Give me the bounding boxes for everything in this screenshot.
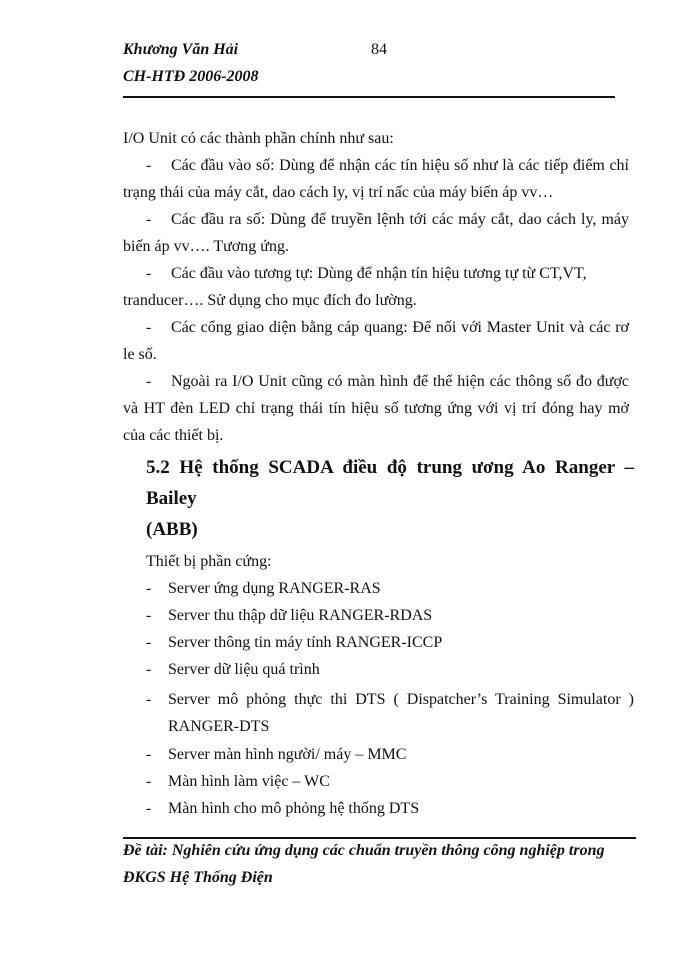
hardware-item-text: Màn hình cho mô phỏng hệ thống DTS: [168, 800, 420, 817]
intro-item-line: Các cổng giao diện bằng cáp quang: Để nối với Master Unit và các rơ: [171, 319, 629, 336]
intro-item-line: le số.: [123, 346, 157, 363]
footer-topic-line1: Đề tài: Nghiên cứu ứng dụng các chuẩn truyền thông công nghiệp trong: [123, 842, 605, 859]
header-rule: [123, 96, 615, 98]
footer-rule: [123, 837, 636, 839]
hardware-item-text: Server mô phỏng thực thi DTS ( Dispatcher’s Training Simulator ): [168, 691, 634, 708]
hardware-item-text: Server thu thập dữ liệu RANGER-RDAS: [168, 607, 433, 624]
intro-item-line: Các đầu ra số: Dùng để truyền lệnh tới các máy cắt, dao cách ly, máy: [171, 211, 629, 228]
intro-item-line: Ngoài ra I/O Unit cũng có màn hình để thể hiện các thông số đo được: [171, 373, 629, 390]
intro-lead: I/O Unit có các thành phần chính như sau:: [123, 130, 394, 147]
hardware-item-text: Server màn hình người/ máy – MMC: [168, 746, 407, 763]
bullet-dash: -: [146, 773, 152, 790]
bullet-dash: -: [146, 661, 152, 678]
bullet-dash: -: [146, 211, 152, 228]
bullet-dash: -: [146, 634, 152, 651]
intro-item-line: của các thiết bị.: [123, 427, 224, 444]
section-heading-line2: Bailey: [146, 488, 197, 509]
bullet-dash: -: [146, 580, 152, 597]
bullet-dash: -: [146, 746, 152, 763]
intro-item-line: trạng thái của máy cắt, dao cách ly, vị trí nấc của máy biến áp vv…: [123, 184, 554, 201]
bullet-dash: -: [146, 319, 152, 336]
bullet-dash: -: [146, 373, 152, 390]
page-number: 84: [371, 41, 387, 58]
bullet-dash: -: [146, 607, 152, 624]
bullet-dash: -: [146, 265, 152, 282]
hardware-lead: Thiết bị phần cứng:: [146, 553, 272, 570]
intro-item-line: tranducer…. Sử dụng cho mục đích đo lường.: [123, 292, 417, 309]
bullet-dash: -: [146, 157, 152, 174]
intro-item-line: và HT đèn LED chỉ trạng thái tín hiệu số tương ứng với vị trí đóng hay mở: [123, 400, 629, 417]
hardware-item-text: Màn hình làm việc – WC: [168, 773, 330, 790]
bullet-dash: -: [146, 800, 152, 817]
hardware-item-text: Server ứng dụng RANGER-RAS: [168, 580, 381, 597]
footer-topic-line2: ĐKGS Hệ Thống Điện: [123, 869, 273, 886]
hardware-item-text: Server dữ liệu quá trình: [168, 661, 320, 678]
hardware-item-text: Server thông tin máy tính RANGER-ICCP: [168, 634, 443, 651]
section-heading-line3: (ABB): [146, 519, 198, 540]
bullet-dash: -: [146, 691, 152, 708]
section-heading-line1: 5.2 Hệ thống SCADA điều độ trung ương Ao Ranger –: [146, 457, 634, 478]
hardware-item-text: RANGER-DTS: [168, 718, 270, 735]
author-name: Khương Văn Hải: [123, 41, 239, 58]
intro-item-line: Các đầu vào tương tự: Dùng để nhận tín hiệu tương tự từ CT,VT,: [171, 265, 587, 282]
intro-item-line: biến áp vv…. Tương ứng.: [123, 238, 289, 255]
intro-item-line: Các đầu vào số: Dùng để nhận các tín hiệu số như là các tiếp điểm chỉ: [171, 157, 629, 174]
course-code: CH-HTĐ 2006-2008: [123, 68, 259, 85]
